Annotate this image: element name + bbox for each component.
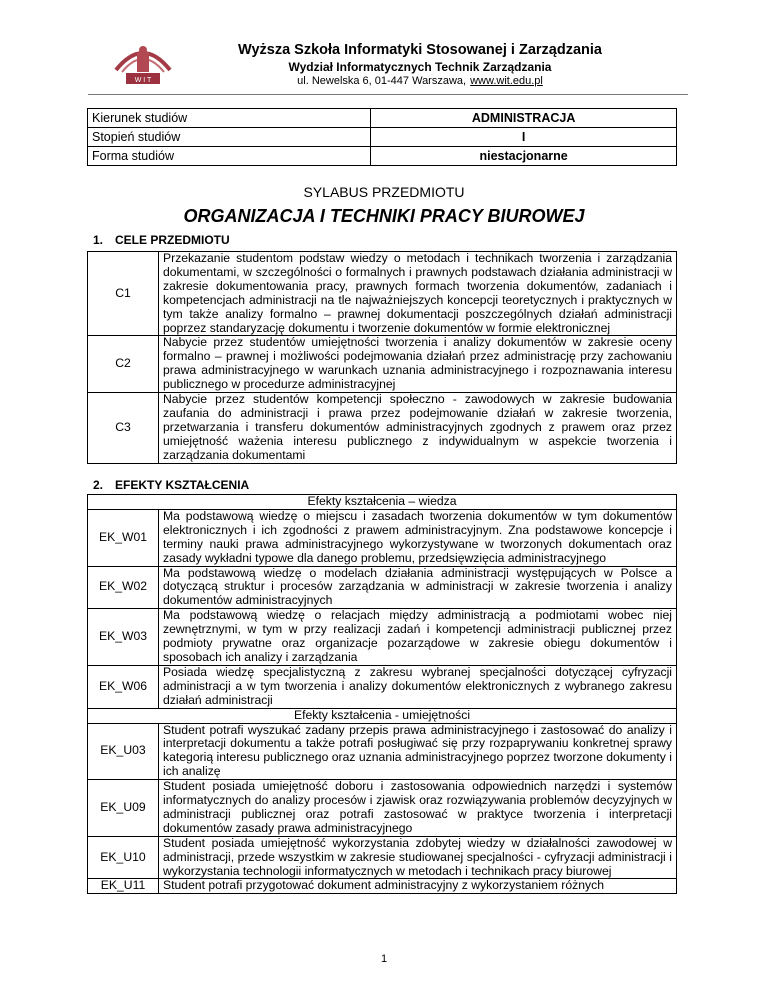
section-heading: 1. CELE PRZEDMIOTU [93, 233, 230, 247]
website-link[interactable]: www.wit.edu.pl [470, 75, 543, 87]
info-label: Forma studiów [88, 147, 371, 166]
objective-code: C3 [88, 393, 159, 464]
outcome-code: EK_U11 [88, 879, 159, 894]
outcome-code: EK_U03 [88, 723, 159, 780]
table-row [88, 723, 677, 780]
info-label: Kierunek studiów [88, 109, 371, 128]
table-row [88, 128, 677, 147]
svg-text:W I T: W I T [134, 77, 152, 84]
school-address: ul. Newelska 6, 01-447 Warszawa, www.wit.edu.pl [297, 75, 543, 87]
faculty-name: Wydział Informatycznych Technik Zarządzania [288, 60, 552, 74]
objective-code: C2 [88, 336, 159, 393]
info-value: ADMINISTRACJA [371, 109, 677, 128]
page-number: 1 [380, 953, 388, 965]
table-row [88, 509, 677, 566]
section-heading: 2. EFEKTY KSZTAŁCENIA [93, 478, 250, 492]
skills-header: Efekty kształcenia - umiejętności [88, 708, 677, 723]
outcome-text: Ma podstawową wiedzę o modelach działania administracji występujących w Polsce a dotyczącą struktur i procesów zarządzania w administracji w zakresie tworzenia i analizy dokumentów administracyjnych [159, 566, 677, 609]
outcome-text: Ma podstawową wiedzę o miejscu i zasadach tworzenia dokumentów w tym dokumentów elektronicznych i ich zgodności z prawem administracyjnym. Zna podstawowe koncepcje i terminy nauki prawa administracyjnego wykorzystywane w tworzonych dokumentach oraz zasady wykładni typowe dla danego problemu, przedsięwzięcia administracyjnego [159, 509, 677, 566]
table-row [88, 393, 677, 464]
info-value: I [371, 128, 677, 147]
outcome-text: Student posiada umiejętność doboru i zastosowania odpowiednich narzędzi i systemów informatycznych do analizy procesów i zjawisk oraz rozwiązywania problemów decyzyjnych w administracji publicznej oraz potrafi zastosować w praktyce tworzenia i interpretacji dokumentów zasady prawa administracyjnego [159, 780, 677, 837]
objective-text: Nabycie przez studentów kompetencji społeczno - zawodowych w zakresie budowania zaufania do administracji i prawa przez podejmowanie działań w zakresie tworzenia, przetwarzania i transferu dokumentów administracyjnych zgodnych z prawem oraz przez umiejętność ważenia interesu publicznego z indywidualnym w aspekcie tworzenia i zarządzania dokumentami [159, 393, 677, 464]
table-row [88, 780, 677, 837]
outcome-code: EK_U09 [88, 780, 159, 837]
outcome-code: EK_W03 [88, 609, 159, 666]
outcome-text: Ma podstawową wiedzę o relacjach między administracją a podmiotami wobec niej zewnętrznymi, w tym w przy realizacji zadań i kompetencji administracji publicznej przez podmioty prywatne oraz organizacje pozarządowe w zakresie obiegu dokumentów i sposobach ich analizy i zarządzania [159, 609, 677, 666]
outcome-text: Student posiada umiejętność wykorzystania zdobytej wiedzy w działalności zawodowej w administracji, przede wszystkim w zakresie studiowanej specjalności - cyfryzacji administracji i wykorzystania technologii informatycznych w metodach i technikach pracy biurowej [159, 836, 677, 879]
course-title: ORGANIZACJA I TECHNIKI PRACY BIUROWEJ [183, 206, 585, 226]
learning-outcomes-table [87, 494, 677, 894]
header-rule [88, 94, 688, 95]
outcome-code: EK_W01 [88, 509, 159, 566]
outcome-text: Posiada wiedzę specjalistyczną z zakresu wybranej specjalności dotyczącej cyfryzacji administracji a w tym tworzenia i analizy dokumentów elektronicznych z wybranego zakresu działań administracji [159, 665, 677, 708]
table-row [88, 665, 677, 708]
table-row [88, 879, 677, 894]
school-name: Wyższa Szkoła Informatyki Stosowanej i Zarządzania [238, 42, 602, 58]
table-row [88, 109, 677, 128]
outcome-text: Student potrafi wyszukać zadany przepis prawa administracyjnego i zastosować do analizy i interpretacji dokumentu a także potrafi posługiwać się przy rozpaprywaniu konkretnej sprawy kategorią interesu publicznego oraz uznania administracyjnego poprzez tworzone dokumenty i ich analizę [159, 723, 677, 780]
objectives-table [87, 251, 677, 464]
outcome-code: EK_W06 [88, 665, 159, 708]
table-row [88, 495, 677, 510]
info-label: Stopień studiów [88, 128, 371, 147]
syllabus-label: SYLABUS PRZEDMIOTU [303, 184, 465, 200]
school-logo [108, 40, 178, 90]
table-row [88, 336, 677, 393]
table-row [88, 147, 677, 166]
outcome-code: EK_W02 [88, 566, 159, 609]
objective-text: Nabycie przez studentów umiejętności tworzenia i analizy dokumentów w zakresie oceny formalno – prawnej i możliwości podejmowania działań przez administrację przy zachowaniu prawa administracyjnego w warunkach uznania administracyjnego i rozpoznawania interesu publicznego w procedurze administracyjnej [159, 336, 677, 393]
table-row [88, 836, 677, 879]
table-row [88, 708, 677, 723]
table-row [88, 252, 677, 336]
objective-code: C1 [88, 252, 159, 336]
table-row [88, 609, 677, 666]
outcome-text: Student potrafi przygotować dokument administracyjny z wykorzystaniem różnych [159, 879, 677, 894]
knowledge-header: Efekty kształcenia – wiedza [88, 495, 677, 510]
objective-text: Przekazanie studentom podstaw wiedzy o metodach i technikach tworzenia i zarządzania dokumentami, w szczególności o formalnych i prawnych podstawach działania administracji w zakresie dokumentowania pracy, prawnych formach tworzenia dokumentów, zadaniach i kompetencjach administracji na tle najważniejszych koncepcji teoretycznych i praktycznych w tym także analizy formalno – prawnej dokumentacji poszczególnych działań administracji poprzez standaryzację dokumentu i tworzenie dokumentów w formie elektronicznej [159, 252, 677, 336]
outcome-code: EK_U10 [88, 836, 159, 879]
study-info-table [87, 108, 677, 166]
info-value: niestacjonarne [371, 147, 677, 166]
table-row [88, 566, 677, 609]
